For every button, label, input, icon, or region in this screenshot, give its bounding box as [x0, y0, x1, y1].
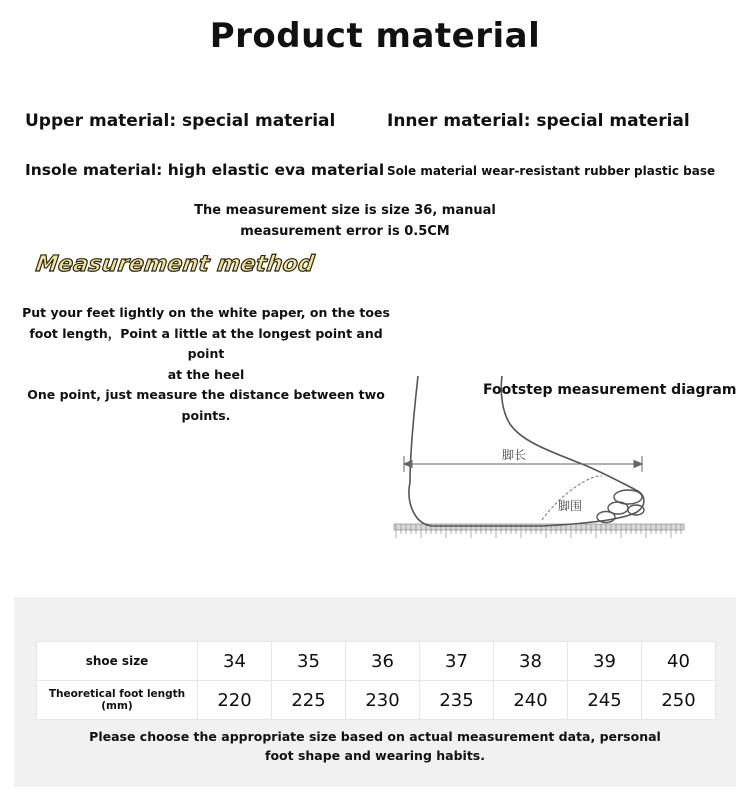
- size-cell: 36: [346, 642, 420, 681]
- footer-note-line2: foot shape and wearing habits.: [265, 748, 485, 763]
- size-cell: 37: [420, 642, 494, 681]
- measurement-note-line2: measurement error is 0.5CM: [240, 224, 450, 239]
- length-cell: 220: [198, 681, 272, 720]
- length-cell: 245: [568, 681, 642, 720]
- length-cell: 235: [420, 681, 494, 720]
- measurement-note: [150, 200, 540, 242]
- sole-material: Sole material wear-resistant rubber plastic base: [387, 164, 716, 178]
- length-cell: 240: [494, 681, 568, 720]
- shoe-size-header: shoe size: [37, 642, 198, 681]
- size-cell: 35: [272, 642, 346, 681]
- length-cell: 250: [642, 681, 716, 720]
- length-cell: 225: [272, 681, 346, 720]
- size-cell: 39: [568, 642, 642, 681]
- foot-circumference-arc: [542, 476, 602, 520]
- foot-circumference-label: 脚围: [558, 499, 583, 513]
- table-row: [37, 681, 716, 720]
- measurement-method-title: Measurement method: [34, 252, 316, 277]
- foot-length-label: 脚长: [502, 448, 527, 462]
- size-cell: 38: [494, 642, 568, 681]
- instruction-line: One point, just measure the distance between two: [27, 387, 385, 402]
- diagram-title: Footstep measurement diagram: [483, 382, 737, 398]
- foot-outline: [409, 376, 644, 526]
- inner-material: Inner material: special material: [387, 111, 690, 131]
- instruction-line: points.: [181, 407, 231, 423]
- foot-length-header: Theoretical foot length (mm): [37, 681, 198, 720]
- size-table: [36, 641, 716, 720]
- length-cell: 230: [346, 681, 420, 720]
- table-row: [37, 642, 716, 681]
- insole-material: Insole material: high elastic eva material: [25, 161, 385, 179]
- instruction-line: Put your feet lightly on the white paper, on the toes: [22, 305, 390, 320]
- size-cell: 34: [198, 642, 272, 681]
- instruction-line: at the heel: [167, 366, 245, 382]
- size-cell: 40: [642, 642, 716, 681]
- measurement-instructions: [16, 303, 396, 426]
- footer-note: [80, 727, 670, 765]
- measurement-note-line1: The measurement size is size 36, manual: [194, 203, 496, 218]
- upper-material: Upper material: special material: [25, 111, 336, 131]
- instruction-line: foot length，Point a little at the longest point and point: [29, 325, 383, 361]
- footer-note-line1: Please choose the appropriate size based on actual measurement data, personal: [89, 729, 661, 744]
- page-title: Product material: [209, 16, 541, 56]
- foot-measurement-diagram: [392, 372, 692, 547]
